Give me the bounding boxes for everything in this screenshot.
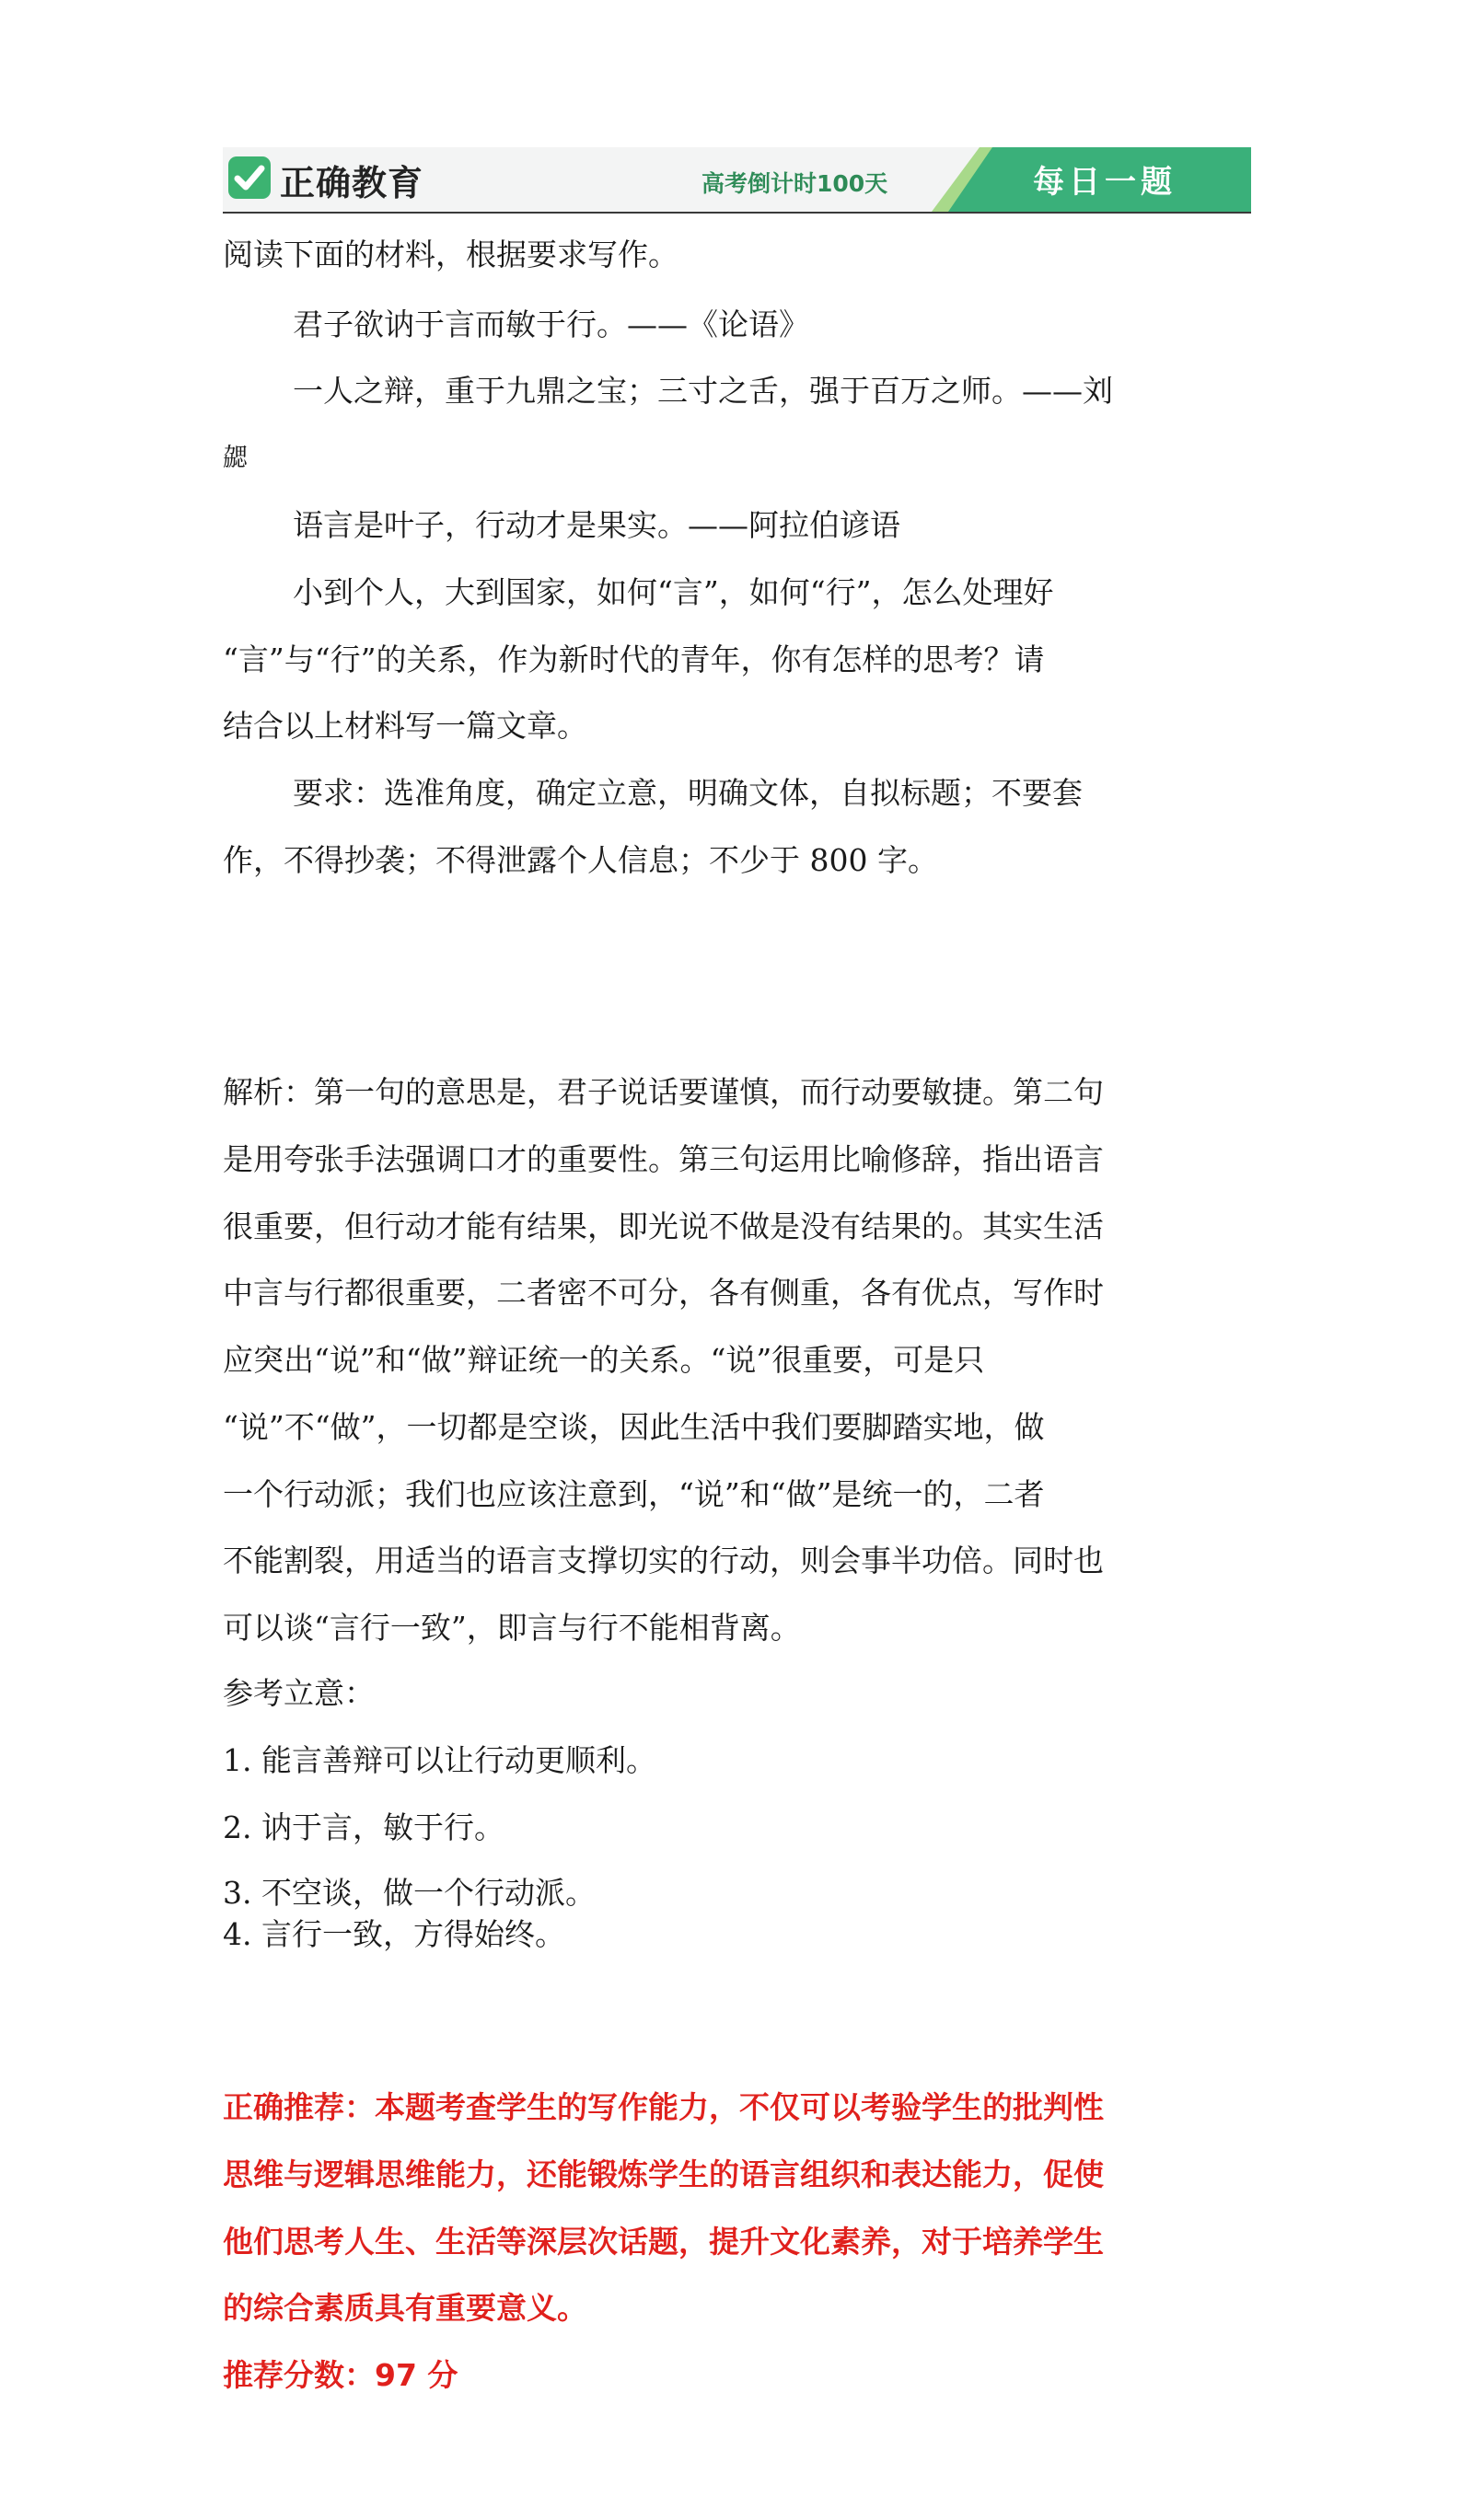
recommend-score: 推荐分数：97 分 [223,2357,458,2393]
recommend-line-1: 正确推荐：本题考查学生的写作能力，不仅可以考验学生的批判性 [223,2089,1104,2125]
quote-liuxie: 一人之辩，重于九鼎之宝；三寸之舌，强于百万之师。——刘 [293,373,1113,409]
recommend-line-2: 思维与逻辑思维能力，还能锻炼学生的语言组织和表达能力，促使 [223,2156,1104,2192]
reference-item-3: 3. 不空谈，做一个行动派。 [223,1875,596,1911]
recommend-line-4: 的综合素质具有重要意义。 [223,2290,587,2326]
analysis-line-9: 可以谈“言行一致”，即言与行不能相背离。 [223,1610,801,1646]
question-intro: 阅读下面的材料，根据要求写作。 [223,237,678,272]
reference-title: 参考立意： [223,1675,375,1711]
recommend-line-3: 他们思考人生、生活等深层次话题，提升文化素养，对于培养学生 [223,2224,1104,2260]
quote-liuxie-continued: 勰 [223,444,248,472]
reference-item-1: 1. 能言善辩可以让行动更顺利。 [223,1742,656,1778]
analysis-line-2: 是用夸张手法强调口才的重要性。第三句运用比喻修辞，指出语言 [223,1141,1104,1177]
analysis-line-3: 很重要，但行动才能有结果，即光说不做是没有结果的。其实生活 [223,1208,1104,1244]
reference-item-2: 2. 讷于言，敏于行。 [223,1809,504,1845]
quote-arabic-proverb: 语言是叶子，行动才是果实。——阿拉伯谚语 [293,507,900,543]
analysis-line-8: 不能割裂，用适当的语言支撑切实的行动，则会事半功倍。同时也 [223,1543,1104,1578]
prompt-line-3: 结合以上材料写一篇文章。 [223,708,587,744]
logo-text: 正确教育 [280,163,424,203]
reference-item-4: 4. 言行一致，方得始终。 [223,1916,565,1952]
prompt-line-1: 小到个人，大到国家，如何“言”，如何“行”，怎么处理好 [293,574,1054,610]
analysis-line-1: 解析：第一句的意思是，君子说话要谨慎，而行动要敏捷。第二句 [223,1074,1104,1110]
requirement-line-2: 作，不得抄袭；不得泄露个人信息；不少于 800 字。 [223,842,938,878]
analysis-line-4: 中言与行都很重要，二者密不可分，各有侧重，各有优点，写作时 [223,1275,1104,1311]
analysis-line-7: 一个行动派；我们也应该注意到，“说”和“做”是统一的，二者 [223,1476,1045,1512]
prompt-line-2: “言”与“行”的关系，作为新时代的青年，你有怎样的思考？请 [223,642,1045,677]
analysis-line-5: 应突出“说”和“做”辩证统一的关系。“说”很重要，可是只 [223,1342,985,1378]
requirement-line-1: 要求：选准角度，确定立意，明确文体，自拟标题；不要套 [293,775,1083,811]
quote-lunyu: 君子欲讷于言而敏于行。——《论语》 [293,306,809,342]
analysis-line-6: “说”不“做”，一切都是空谈，因此生活中我们要脚踏实地，做 [223,1409,1045,1445]
check-logo-icon [228,156,271,199]
countdown-text: 高考倒计时100天 [702,170,888,197]
daily-question-label: 每日一题 [1033,164,1177,201]
header-banner [223,147,1251,214]
